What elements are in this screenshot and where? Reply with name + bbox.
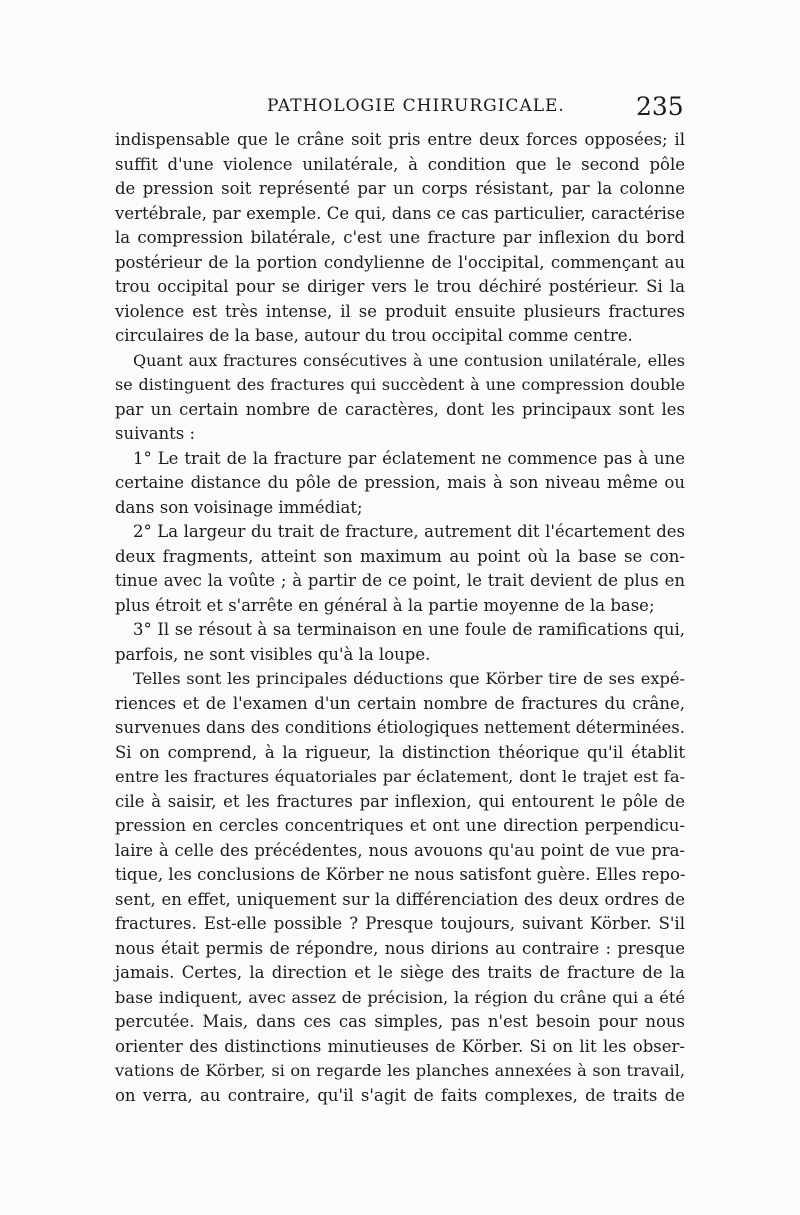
text-line: nous était permis de répondre, nous dirions au contraire : presque xyxy=(115,938,685,958)
text-line: cile à saisir, et les fractures par inflexion, qui entourent le pôle de xyxy=(115,791,685,811)
text-line: riences et de l'examen d'un certain nombre de fractures du crâne, xyxy=(115,693,685,713)
text-line: 3° Il se résout à sa terminaison en une foule de ramifications qui, xyxy=(133,620,685,639)
text-line: indispensable que le crâne soit pris entre deux forces opposées; il xyxy=(115,130,685,149)
text-line: deux fragments, atteint son maximum au point où la base se con- xyxy=(115,546,685,566)
text-line: de pression soit représenté par un corps résistant, par la colonne xyxy=(115,179,685,198)
text-line: fractures. Est-elle possible ? Presque toujours, suivant Körber. S'il xyxy=(115,914,685,933)
text-line: on verra, au contraire, qu'il s'agit de faits complexes, de traits de xyxy=(115,1085,685,1105)
text-line: laire à celle des précédentes, nous avouons qu'au point de vue pra- xyxy=(115,840,685,860)
running-title: PATHOLOGIE CHIRURGICALE. xyxy=(267,96,565,116)
text-line: vations de Körber, si on regarde les planches annexées à son travail, xyxy=(115,1061,685,1080)
text-line: vertébrale, par exemple. Ce qui, dans ce cas particulier, caractérise xyxy=(115,203,685,223)
text-line: violence est très intense, il se produit ensuite plusieurs fractures xyxy=(115,301,685,321)
text-line: suffit d'une violence unilatérale, à condition que le second pôle xyxy=(115,154,685,174)
text-line: Si on comprend, à la rigueur, la distinction théorique qu'il établit xyxy=(115,742,685,762)
text-line: jamais. Certes, la direction et le siège des traits de fracture de la xyxy=(115,963,685,982)
page-number: 235 xyxy=(636,92,684,121)
text-line: tique, les conclusions de Körber ne nous satisfont guère. Elles repo- xyxy=(115,865,686,884)
text-line: certaine distance du pôle de pression, mais à son niveau même ou xyxy=(115,473,685,492)
text-line: Telles sont les principales déductions que Körber tire de ses expé- xyxy=(133,669,685,688)
running-head xyxy=(0,92,800,132)
text-line: se distinguent des fractures qui succèdent à une compression double xyxy=(115,375,685,394)
text-line: trou occipital pour se diriger vers le trou déchiré postérieur. Si la xyxy=(115,277,685,296)
text-line: la compression bilatérale, c'est une fracture par inflexion du bord xyxy=(115,228,685,247)
text-line: orienter des distinctions minutieuses de Körber. Si on lit les obser- xyxy=(115,1036,685,1056)
text-line: sent, en effet, uniquement sur la différenciation des deux ordres de xyxy=(115,889,685,909)
text-line: circulaires de la base, autour du trou occipital comme centre. xyxy=(115,326,633,345)
text-line: tinue avec la voûte ; à partir de ce point, le trait devient de plus en xyxy=(115,571,685,590)
text-line: 1° Le trait de la fracture par éclatement ne commence pas à une xyxy=(133,448,685,468)
text-line: base indiquent, avec assez de précision, la région du crâne qui a été xyxy=(115,987,685,1007)
text-line: 2° La largeur du trait de fracture, autrement dit l'écartement des xyxy=(133,522,685,541)
text-line: Quant aux fractures consécutives à une contusion unilatérale, elles xyxy=(133,350,685,370)
body-text xyxy=(115,128,685,1108)
text-line: dans son voisinage immédiat; xyxy=(115,497,363,517)
text-line: survenues dans des conditions étiologiques nettement déterminées. xyxy=(115,718,685,737)
text-line: par un certain nombre de caractères, dont les principaux sont les xyxy=(115,399,685,419)
text-line: percutée. Mais, dans ces cas simples, pas n'est besoin pour nous xyxy=(115,1012,685,1031)
text-line: postérieur de la portion condylienne de l'occipital, commençant au xyxy=(115,252,685,272)
text-line: entre les fractures équatoriales par éclatement, dont le trajet est fa- xyxy=(115,767,685,786)
text-line: pression en cercles concentriques et ont une direction perpendicu- xyxy=(115,816,685,835)
text-line: parfois, ne sont visibles qu'à la loupe. xyxy=(115,644,431,664)
text-line: suivants : xyxy=(115,424,196,443)
text-line: plus étroit et s'arrête en général à la partie moyenne de la base; xyxy=(115,595,655,615)
